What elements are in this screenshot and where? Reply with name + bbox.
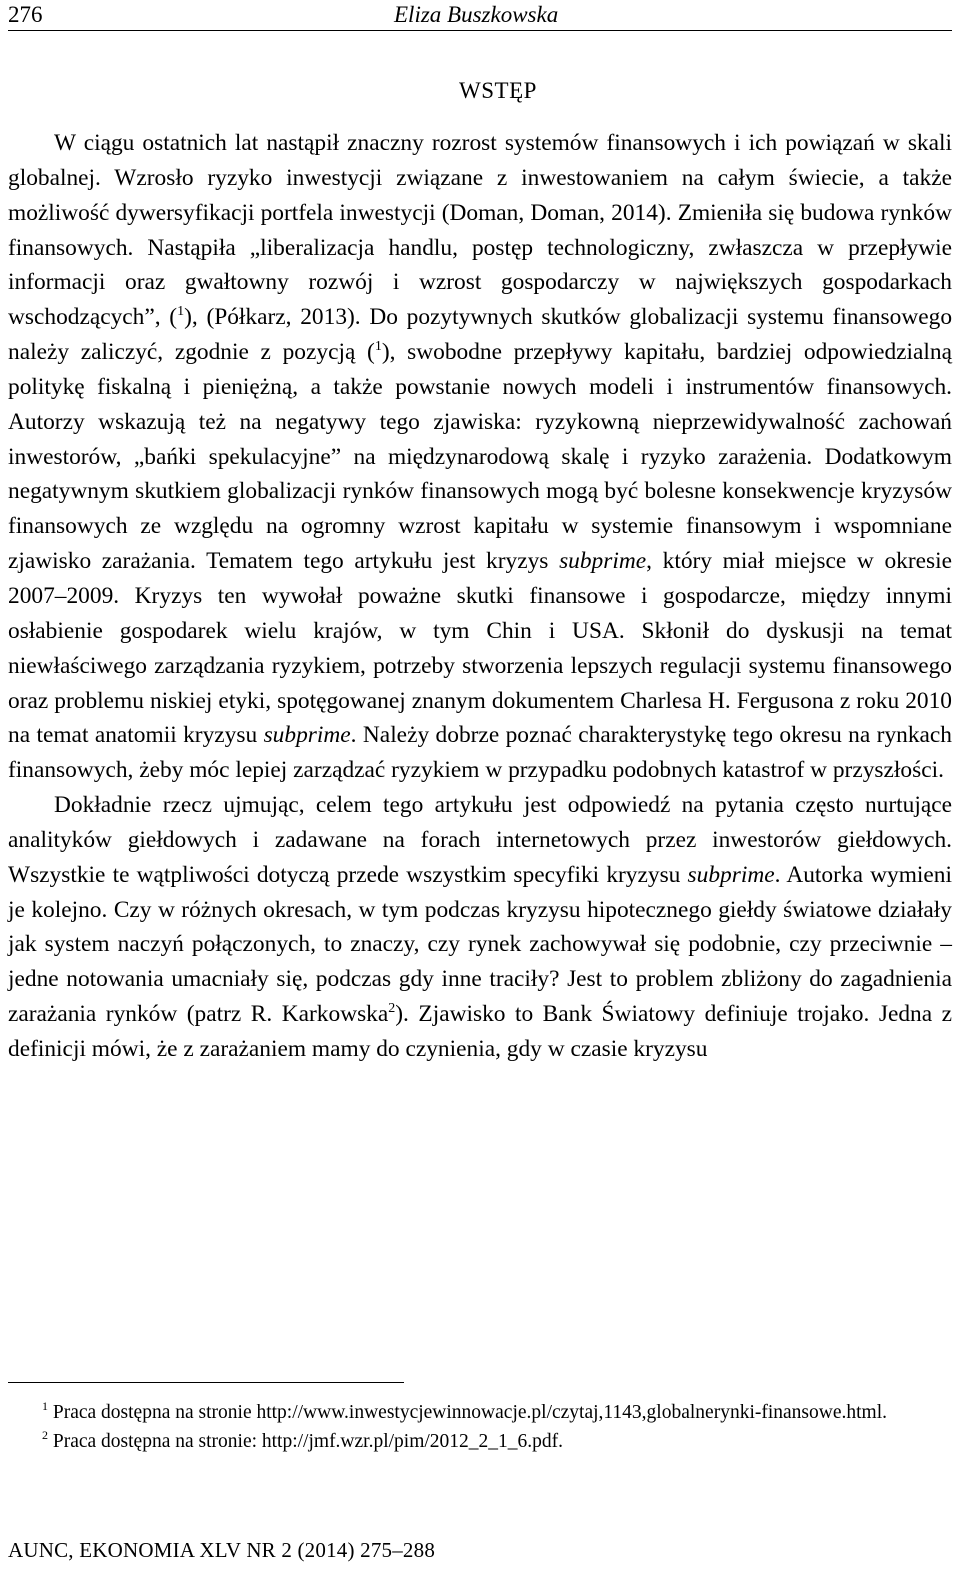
page-number: 276	[8, 2, 43, 27]
section-title: WSTĘP	[459, 78, 537, 103]
paragraph-text: ). Zjawisko to Bank Światowy definiuje trojako. Jedna z definicji mówi, że z zarażaniem mamy do czynienia, gdy w czasie kryzysu	[8, 1001, 952, 1062]
footnote-mark: 2	[42, 1428, 48, 1442]
running-header	[8, 0, 952, 31]
footnote-ref: 1	[374, 339, 382, 355]
italic-term: subprime	[559, 548, 647, 575]
paragraph-text: ), (Półkarz, 2013). Do pozytywnych skutków globalizacji systemu finansowego należy zaliczyć, zgodnie z pozycją (	[8, 304, 953, 366]
paragraph-text: W ciągu ostatnich lat nastąpił znaczny rozrost systemów finansowych i ich powiązań w skali globalnej. Wzrosło ryzyko inwestycji związane z inwestowaniem na całym świecie, a także możliwość dywersyfikacji portfela inwestycji (Doman, Doman, 2014). Zmieniła się budowa rynków finansowych. Nastąpiła „liberalizacja handlu, postęp technologiczny, zwłaszcza w przepływie informacji oraz gwałtowny rozwój i wzrost gospodarczy w największych gospodarkach wschodzących”, (	[8, 130, 952, 331]
paragraph-text: ), swobodne przepływy kapitału, bardziej odpowiedzialną politykę fiskalną i pieniężną, a także powstanie nowych modeli i instrumentów finansowych. Autorzy wskazują też na negatywy tego zjawiska: ryzykowną nieprzewidywalność zachowań inwestorów, „bańki spekulacyjne” na międzynarodową skalę i ryzyko zarażenia. Dodatkowym negatywnym skutkiem globalizacji rynków finansowych mogą być bolesne konsekwencje kryzysów finansowych ze względu na ogromny wzrost kapitału w systemie finansowym i wspomniane zjawisko zarażania. Tematem tego artykułu jest kryzys	[8, 339, 953, 575]
paragraph-text: . Należy dobrze poznać charakterystykę tego okresu na rynkach finansowych, żeby móc lepiej zarządzać ryzykiem w przypadku podobnych katastrof w przyszłości.	[8, 722, 952, 784]
footnote-divider	[8, 1382, 404, 1383]
footnote-1	[8, 1398, 952, 1427]
footnote-ref: 1	[177, 304, 185, 320]
paragraph-text: . Autorka wymieni je kolejno. Czy w różnych okresach, w tym podczas kryzysu hipotecznego giełdy światowe działały jak system naczyń połączonych, to znaczy, czy rynek zachowywał się podobnie, czy przeciwnie – jedne notowania umacniały się, podczas gdy inne traciły? Jest to problem zbliżony do zagadnienia zarażania rynków (patrz R. Karkowska	[8, 861, 952, 1028]
journal-footer: AUNC, EKONOMIA XLV NR 2 (2014) 275–288	[8, 1538, 436, 1562]
paragraph-1	[8, 126, 952, 788]
footnote-ref: 2	[388, 1001, 396, 1017]
author-name: Eliza Buszkowska	[394, 2, 559, 27]
footnotes	[8, 1398, 952, 1456]
paragraph-text: Dokładnie rzecz ujmując, celem tego artykułu jest odpowiedź na pytania często nurtujące analityków giełdowych i zadawane na forach internetowych przez inwestorów giełdowych. Wszystkie te wątpliwości dotyczą przede wszystkim specyfiki kryzysu	[8, 792, 952, 888]
footnote-text: Praca dostępna na stronie: http://jmf.wzr.pl/pim/2012_2_1_6.pdf.	[48, 1431, 564, 1452]
paragraph-text: , który miał miejsce w okresie 2007–2009. Kryzys ten wywołał poważne skutki finansowe i gospodarcze, między innymi osłabienie gospodarek wielu krajów, w tym Chin i USA. Skłonił do dyskusji na temat niewłaściwego zarządzania ryzykiem, potrzeby stworzenia lepszych regulacji systemu finansowego oraz problemu niskiej etyki, spotęgowanej znanym dokumentem Charlesa H. Fergusona z roku 2010 na temat anatomii kryzysu	[8, 548, 952, 749]
footnote-mark: 1	[42, 1399, 48, 1413]
footnote-2	[8, 1427, 952, 1456]
italic-term: subprime	[687, 861, 775, 888]
italic-term: subprime	[263, 722, 351, 749]
footnote-text: Praca dostępna na stronie http://www.inwestycjewinnowacje.pl/czytaj,1143,globalnerynki-finansowe.html.	[48, 1402, 888, 1423]
body-text	[8, 126, 952, 1067]
paragraph-2	[8, 788, 952, 1067]
